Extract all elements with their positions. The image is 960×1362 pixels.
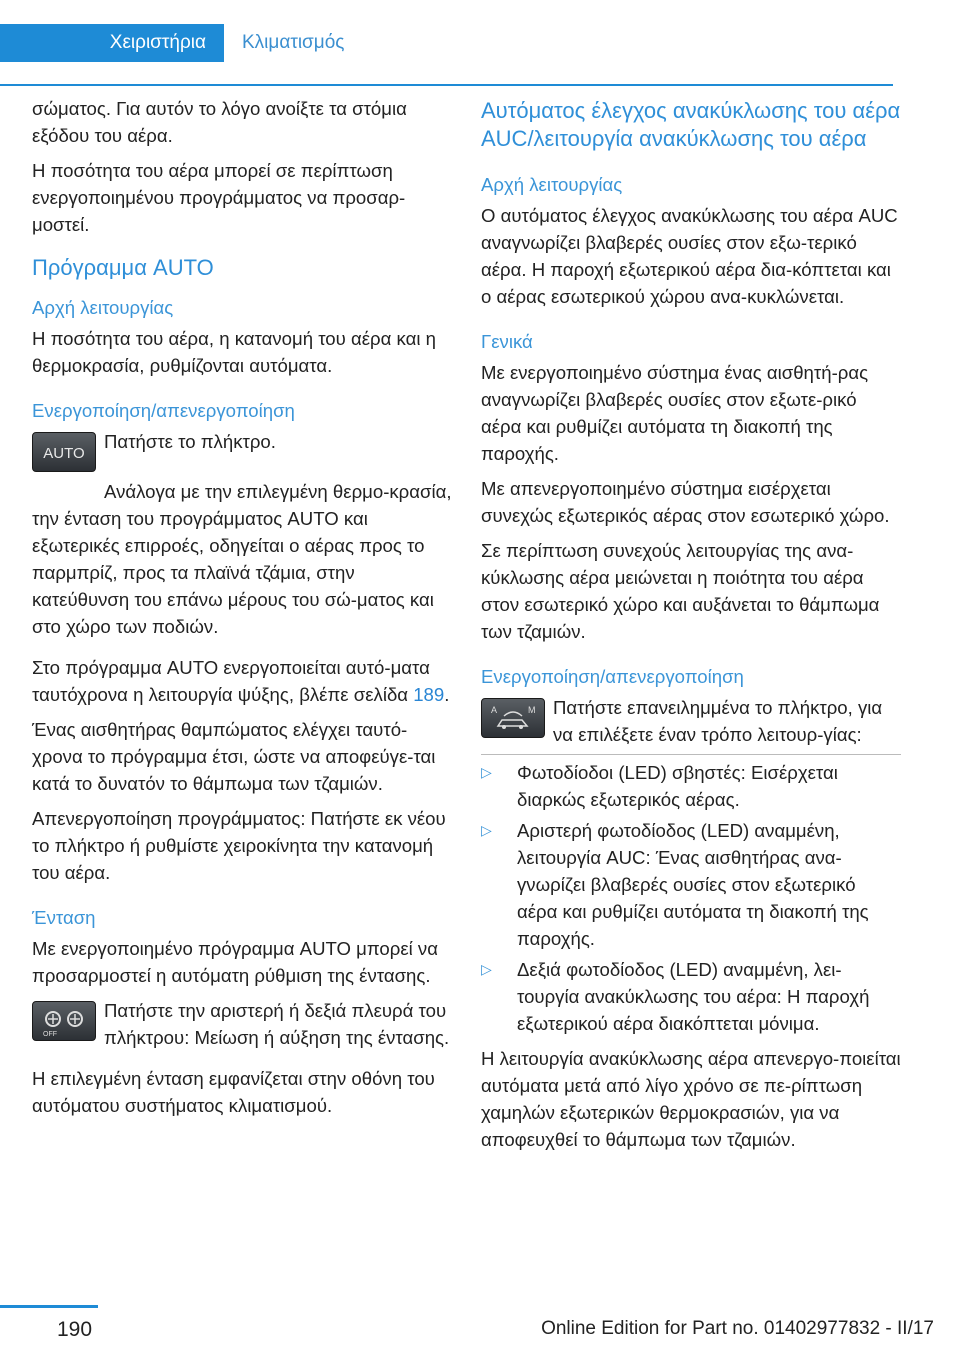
intensity-button-row (32, 997, 452, 1051)
heading-auc: Αυτόματος έλεγχος ανακύκλωσης του αέρα AUC/λειτουργία ανακύκλωσης του αέρα (481, 98, 901, 151)
right-column (481, 95, 901, 1161)
page-link[interactable]: 189 (413, 684, 445, 705)
paragraph-page-ref (32, 654, 452, 708)
list-item-text: Φωτοδίοδοι (LED) σβηστές: Εισέρχεται διαρκώς εξωτερικός αέρας. (517, 762, 838, 810)
subheading-principle: Αρχή λειτουργίας (481, 174, 623, 195)
page-number: 190 (57, 1318, 93, 1341)
auto-button-row (32, 428, 452, 480)
paragraph: Ένας αισθητήρας θαμπώματος ελέγχει ταυτό‐χρονα το πρόγραμμα έτσι, ώστε να αποφεύγε‐ται κατά το δυνατόν το θάμπωμα των τζαμιών. (32, 719, 436, 794)
tab-climate[interactable]: Κλιματισμός (242, 32, 345, 53)
paragraph: Η ποσότητα του αέρα, η κατανομή του αέρα και η θερμοκρασία, ρυθμίζονται αυτόματα. (32, 328, 436, 376)
left-column (32, 95, 452, 1127)
mode-list (481, 759, 901, 1037)
edition-note: Online Edition for Part no. 01402977832 - II/17 (541, 1318, 934, 1339)
text: . (444, 684, 450, 705)
subheading-principle: Αρχή λειτουργίας (32, 297, 174, 318)
footer-accent-line (0, 1305, 98, 1308)
paragraph: σώματος. Για αυτόν το λόγο ανοίξτε τα στόμια εξόδου του αέρα. (32, 98, 407, 146)
tab-controls[interactable]: Χειριστήρια (0, 24, 224, 62)
fan-intensity-icon (32, 1001, 96, 1041)
paragraph: Η ποσότητα του αέρα μπορεί σε περίπτωση ενεργοποιημένου προγράμματος να προσαρ‐μοστεί. (32, 160, 406, 235)
auto-button-icon (32, 432, 96, 472)
paragraph: Με ενεργοποιημένο σύστημα ένας αισθητή‐ρας αναγνωρίζει βλαβερές ουσίες στον εξωτε‐ρικό αέρα και ρυθμίζει αυτόματα τη διακοπή της παροχής. (481, 362, 869, 464)
triangle-bullet-icon: ▷ (481, 764, 492, 780)
paragraph: Η λειτουργία ανακύκλωσης αέρα απενεργο‐ποιείται αυτόματα μετά από λίγο χρόνο σε πε‐ρίπτωση χαμηλών εξωτερικών θερμοκρασιών, για να αποφευχθεί το θάμπωμα των τζαμιών. (481, 1048, 901, 1150)
triangle-bullet-icon: ▷ (481, 961, 492, 977)
recirc-m-label: M (528, 705, 536, 715)
subheading-intensity: Ένταση (32, 907, 96, 928)
recirculation-icon (481, 698, 545, 738)
text: Στο πρόγραμμα AUTO ενεργοποιείται αυτό‐ματα ταυτόχρονα η λειτουργία ψύξης, βλέπε σελίδα (32, 657, 430, 705)
list-item-text: Αριστερή φωτοδίοδος (LED) αναμμένη, λειτουργία AUC: Ένας αισθητήρας ανα‐γνωρίζει βλαβερές ουσίες στον εξωτερικό αέρα και ρυθμίζει αυτόματα τη διακοπή της παροχής. (517, 820, 869, 949)
heading-auto-program: Πρόγραμμα AUTO (32, 255, 214, 280)
fan-off-label: OFF (43, 1031, 57, 1038)
subheading-general: Γενικά (481, 331, 533, 352)
paragraph: Ο αυτόματος έλεγχος ανακύκλωσης του αέρα AUC αναγνωρίζει βλαβερές ουσίες στον εξω‐τερικό αέρα. Η παροχή εξωτερικού αέρα δια‐κόπτεται και ο αέρας εσωτερικού χώρου ανα‐κυκλώνεται. (481, 205, 898, 307)
paragraph: Η επιλεγμένη ένταση εμφανίζεται στην οθόνη του αυτόματου συστήματος κλιματισμού. (32, 1068, 435, 1116)
auto-icon-label: AUTO (43, 445, 85, 462)
list-item (481, 817, 901, 952)
triangle-bullet-icon: ▷ (481, 822, 492, 838)
subheading-activation: Ενεργοποίηση/απενεργοποίηση (32, 400, 295, 421)
subheading-activation: Ενεργοποίηση/απενεργοποίηση (481, 666, 744, 687)
list-item-text: Δεξιά φωτοδίοδος (LED) αναμμένη, λει‐τουργία ανακύκλωσης του αέρα: Η παροχή εξωτερικού αέρα διακόπτεται μόνιμα. (517, 959, 870, 1034)
press-button-text: Πατήστε επανειλημμένα το πλήκτρο, για να επιλέξετε έναν τρόπο λειτουρ‐γίας: (553, 697, 883, 745)
list-divider (481, 754, 901, 755)
paragraph: Σε περίπτωση συνεχούς λειτουργίας της ανα‐κύκλωσης αέρα μειώνεται η ποιότητα του αέρα στον εσωτερικό χώρο και αυξάνεται το θάμπωμα των τζαμιών. (481, 540, 880, 642)
recirc-a-label: A (491, 705, 498, 715)
press-button-text: Πατήστε το πλήκτρο. (104, 431, 276, 452)
header-divider (0, 84, 893, 86)
paragraph: Απενεργοποίηση προγράμματος: Πατήστε εκ νέου το πλήκτρο ή ρυθμίστε χειροκίνητα την κατανομή του αέρα. (32, 808, 446, 883)
header-tabs (0, 24, 893, 62)
paragraph: Ανάλογα με την επιλεγμένη θερμο‐κρασία, την ένταση του προγράμματος AUTO και εξωτερικές επιρροές, οδηγείται ο αέρας προς το παρμπρίζ, προς τα πλαϊνά τζάμια, στην κατεύθυνση του επάνω μέρους του σώ‐ματος και στο χώρο των ποδιών. (32, 481, 452, 637)
list-item (481, 759, 901, 813)
paragraph: Με ενεργοποιημένο πρόγραμμα AUTO μπορεί να προσαρμοστεί η αυτόματη ρύθμιση της έντασης. (32, 938, 438, 986)
paragraph: Με απενεργοποιημένο σύστημα εισέρχεται συνεχώς εξωτερικός αέρας στον εσωτερικό χώρο. (481, 478, 890, 526)
list-item (481, 956, 901, 1037)
recirculation-button-row (481, 694, 901, 748)
press-button-text: Πατήστε την αριστερή ή δεξιά πλευρά του πλήκτρου: Μείωση ή αύξηση της έντασης. (104, 1000, 450, 1048)
